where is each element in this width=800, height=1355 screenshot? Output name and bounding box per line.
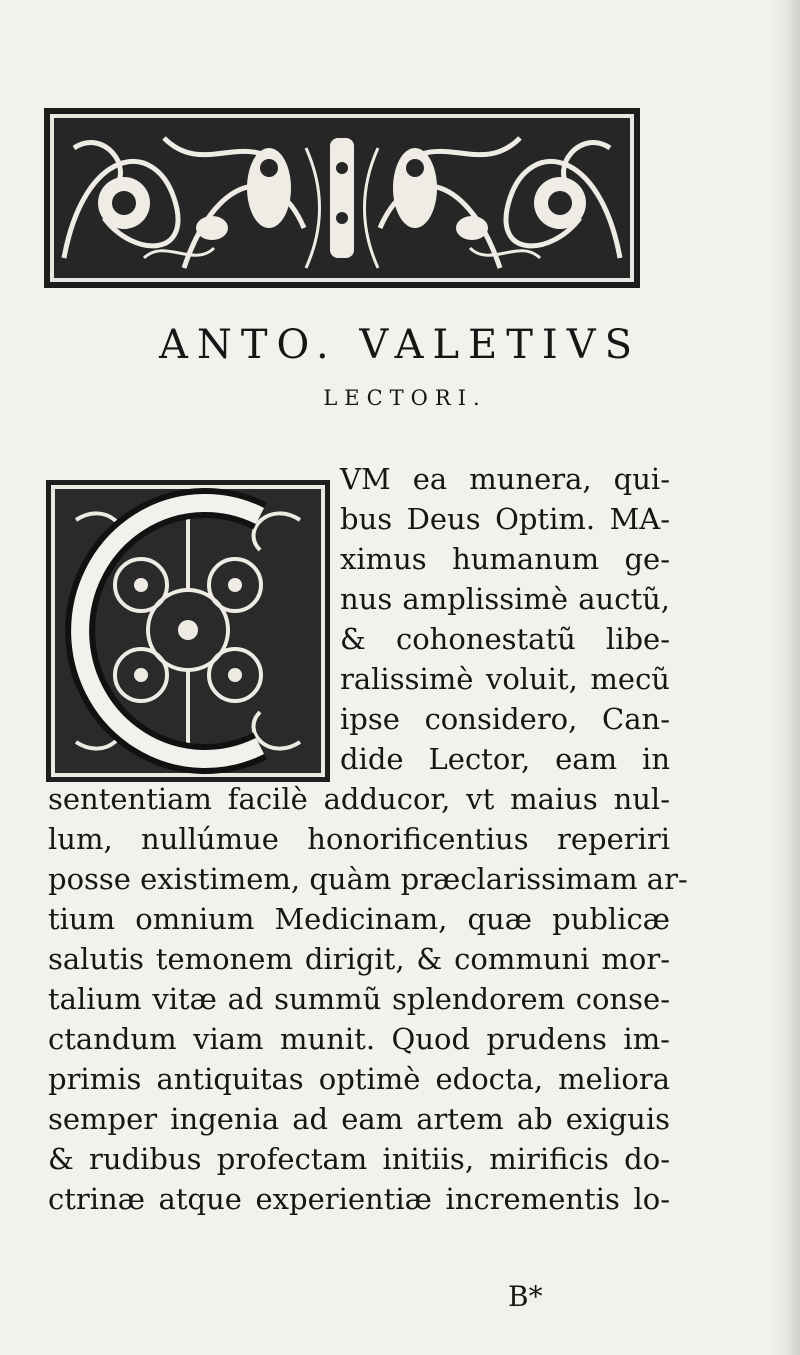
page-subtitle: LECTORI. <box>323 386 487 410</box>
text-line-1: VM ea munera, qui- <box>340 462 670 496</box>
text-line-4: nus amplissimè auctũ, <box>340 582 670 616</box>
text-line-3: ximus humanum ge- <box>340 542 670 576</box>
page-edge-shadow <box>772 0 800 1355</box>
text-line-5: & cohonestatũ libe- <box>340 622 670 656</box>
text-line-18: & rudibus profectam initiis, mirificis do- <box>48 1142 670 1176</box>
page-title: ANTO. VALETIVS <box>158 322 642 368</box>
text-line-12: tium omnium Medicinam, quæ publicæ <box>48 902 670 936</box>
text-line-16: primis antiquitas optimè edocta, meliora <box>48 1062 670 1096</box>
text-line-2: bus Deus Optim. MA- <box>340 502 670 536</box>
text-line-17: semper ingenia ad eam artem ab exiguis <box>48 1102 670 1136</box>
text-line-8: dide Lector, eam in <box>340 742 670 776</box>
text-line-10: lum, nullúmue honorificentius reperiri <box>48 822 670 856</box>
text-line-11: posse existimem, quàm præclarissimam ar- <box>48 862 688 896</box>
ornamental-headpiece <box>44 108 640 288</box>
signature-mark: B* <box>508 1280 543 1313</box>
text-line-7: ipse considero, Can- <box>340 702 670 736</box>
text-line-15: ctandum viam munit. Quod prudens im- <box>48 1022 670 1056</box>
text-line-14: talium vitæ ad summũ splendorem conse- <box>48 982 670 1016</box>
decorated-initial-c <box>46 480 330 782</box>
text-line-6: ralissimè voluit, mecũ <box>340 662 670 696</box>
text-line-9: sententiam facilè adducor, vt maius nul- <box>48 782 670 816</box>
text-line-13: salutis temonem dirigit, & communi mor- <box>48 942 670 976</box>
text-line-19: ctrinæ atque experientiæ incrementis lo- <box>48 1182 670 1216</box>
